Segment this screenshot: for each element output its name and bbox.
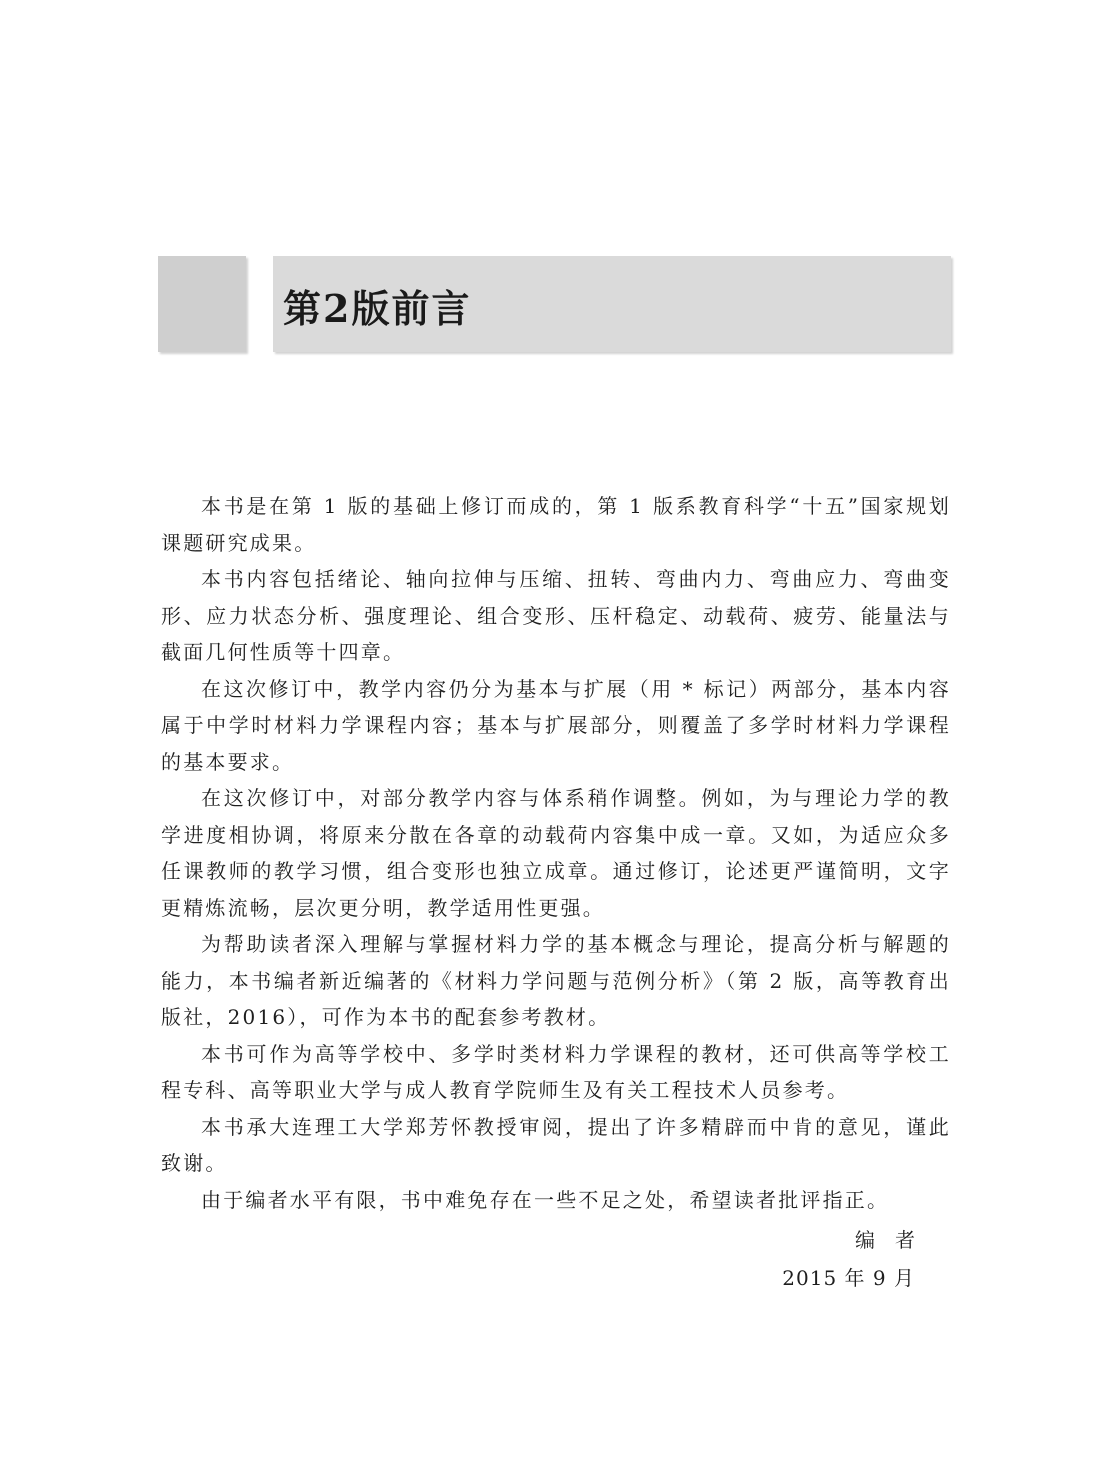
signature-block bbox=[782, 1222, 935, 1296]
paragraph-1: 本书是在第 1 版的基础上修订而成的，第 1 版系教育科学“十五”国家规划课题研究成果。 bbox=[161, 494, 951, 555]
paragraph-6: 本书可作为高等学校中、多学时类材料力学课程的教材，还可供高等学校工程专科、高等职业大学与成人教育学院师生及有关工程技术人员参考。 bbox=[161, 1041, 951, 1102]
signature-date: 2015 年 9 月 bbox=[782, 1266, 915, 1290]
title-band bbox=[158, 256, 951, 352]
signature-author: 编者 bbox=[855, 1228, 935, 1252]
paragraph-4: 在这次修订中，对部分教学内容与体系稍作调整。例如，为与理论力学的教学进度相协调，将原来分散在各章的动载荷内容集中成一章。又如，为适应众多任课教师的教学习惯，组合变形也独立成章。通过修订，论述更严谨简明，文字更精炼流畅，层次更分明，教学适用性更强。 bbox=[161, 786, 951, 920]
paragraph-2: 本书内容包括绪论、轴向拉伸与压缩、扭转、弯曲内力、弯曲应力、弯曲变形、应力状态分析、强度理论、组合变形、压杆稳定、动载荷、疲劳、能量法与截面几何性质等十四章。 bbox=[161, 567, 951, 664]
preface-body bbox=[161, 488, 951, 1218]
title-band-right-block bbox=[273, 256, 951, 352]
paragraph-8: 由于编者水平有限，书中难免存在一些不足之处，希望读者批评指正。 bbox=[201, 1187, 890, 1212]
title-band-left-block bbox=[158, 256, 246, 352]
paragraph-3: 在这次修订中，教学内容仍分为基本与扩展（用 * 标记）两部分，基本内容属于中学时材料力学课程内容；基本与扩展部分，则覆盖了多学时材料力学课程的基本要求。 bbox=[161, 676, 951, 774]
page-title: 第2版前言 bbox=[283, 286, 472, 331]
paragraph-5: 为帮助读者深入理解与掌握材料力学的基本概念与理论，提高分析与解题的能力，本书编者新近编著的《材料力学问题与范例分析》（第 2 版，高等教育出版社，2016），可作为本书的配套参考教材。 bbox=[161, 932, 951, 1029]
paragraph-7: 本书承大连理工大学郑芳怀教授审阅，提出了许多精辟而中肯的意见，谨此致谢。 bbox=[161, 1114, 951, 1175]
